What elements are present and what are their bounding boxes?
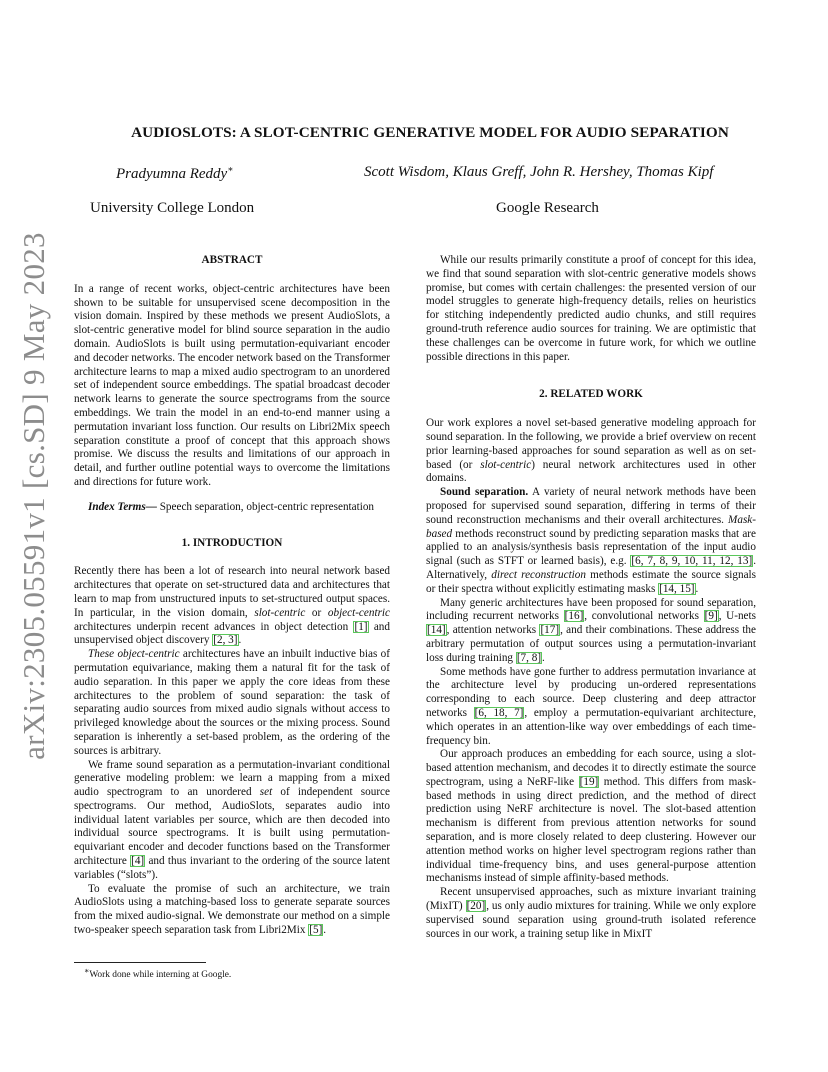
affiliation-1: University College London <box>90 200 255 216</box>
italic-term: These object-centric <box>88 648 180 661</box>
citation-link[interactable]: [20] <box>466 900 486 913</box>
italic-term: set <box>259 786 273 799</box>
related-paragraph-4 <box>426 666 756 749</box>
text-run: architectures underpin recent advances in object detection <box>74 620 354 633</box>
index-terms-text: Speech separation, object-centric representation <box>156 500 375 513</box>
citation-link[interactable]: [5] <box>309 924 323 937</box>
introduction-heading: 1. INTRODUCTION <box>181 536 283 549</box>
italic-term: slot-centric <box>254 606 306 619</box>
citation-link[interactable]: [6, 7, 8, 9, 10, 11, 12, 13] <box>631 555 753 568</box>
citation-link[interactable]: [4] <box>131 855 145 868</box>
text-run: , convolutional networks <box>584 610 704 623</box>
author-footnote-mark: ∗ <box>227 164 234 174</box>
text-run: , attention networks <box>446 624 540 637</box>
text-run: We frame sound separation as a permutation-invariant conditional generative modeling problem: we learn a mapping from a mixed audio spectrogram to an unordered <box>74 758 390 799</box>
text-run: Many generic architectures have been proposed for sound separation, including recurrent networks <box>426 596 756 623</box>
text-run: Some methods have gone further to address permutation invariance at the architecture level by producing un-ordered representations corresponding to each source. Deep clustering and deep attractor networks <box>426 665 756 719</box>
related-paragraph-1 <box>426 417 756 486</box>
text-run: A variety of neural network methods have been proposed for supervised sound separation, differing in terms of their sound reconstruction mechanisms and their overall architectures. <box>426 486 757 526</box>
text-run: , and their combinations. These address the arbitrary permutation of output sources using a permutation-invariant loss during training <box>426 624 756 664</box>
run-in-heading: Sound separation. <box>440 486 529 499</box>
text-run: methods estimate the source signals or their spectra without explicitly estimating masks <box>426 568 757 595</box>
citation-link[interactable]: [19] <box>579 775 599 788</box>
text-run: . <box>542 651 545 664</box>
abstract-text: In a range of recent works, object-centric architectures have been shown to be suitable for unsupervised scene decomposition in the vision domain. Inspired by these methods we present AudioSlots, a slot-centric generative model for blind source separation in the audio domain. AudioSlots is built using permutation-equivariant encoder and decoder networks. The encoder network based on the Transformer architecture learns to map a mixed audio spectrogram to an unordered set of independent source embeddings. The spatial broadcast decoder network learns to generate the source spectrograms from the source embeddings. We train the model in an end-to-end manner using a permutation invariant loss function. Our results on Libri2Mix speech separation constitute a proof of concept that this approach shows promise. We discuss the results and limitations of our approach in detail, and further outline potential ways to overcome the limitations and directions for future work. <box>74 282 390 488</box>
citation-link[interactable]: [7, 8] <box>516 651 542 664</box>
related-work-heading: 2. RELATED WORK <box>539 388 643 401</box>
text-run: . <box>695 582 699 595</box>
related-paragraph-6 <box>426 886 756 941</box>
text-run: of independent source spectrograms. Our method, AudioSlots, separates audio into individual latent variables per source, which are then decoded into individual source spectrograms. It is built using permutation-equivariant encoder and decoder functions based on the Transformer architecture <box>74 786 390 868</box>
text-run: methods reconstruct sound by predicting separation masks that are applied to an analysis/synthesis basis representation of the input audio signal (such as STFT or learned basis), e.g. <box>426 527 756 568</box>
text-run: , us only audio mixtures for training. While we only explore supervised sound separation using ground-truth isolated reference sources in our work, a training setup like in MixIT <box>426 900 756 940</box>
text-run: ) neural network architectures used in other domains. <box>426 458 756 485</box>
author-name-1 <box>116 164 233 183</box>
text-run: or <box>305 606 328 619</box>
intro-paragraph-3 <box>74 759 390 883</box>
text-run: Recently there has been a lot of research into neural network based architectures that operate on set-structured data and architectures that learn to map from unstructured inputs to set-structured output spaces. In particular, in the vision domain, <box>74 565 390 619</box>
citation-link[interactable]: [6, 18, 7] <box>474 706 524 719</box>
text-run: , employ a permutation-equivariant architecture, which operates in an attention-like way over embeddings of each time-frequency bin. <box>426 706 757 747</box>
text-run: architectures have an inbuilt inductive bias of permutation equivariance, making them a natural fit for the task of audio separation. In this paper we apply the core ideas from these architectures to the problem of sound separation: the task of separating audio sources from mixed audio signals without access to privileged knowledge about the sources or the mixing process. Sound separation is inherently a set-based problem, as the ordering of the sources is arbitrary. <box>74 648 390 757</box>
intro-paragraph-2 <box>74 648 390 758</box>
arxiv-identifier-stamp <box>6 232 62 760</box>
italic-term: direct reconstruction <box>491 568 586 581</box>
citation-link[interactable]: [9] <box>704 610 718 623</box>
author-1-text: Pradyumna Reddy <box>116 166 228 182</box>
italic-term: Mask-based <box>426 513 756 540</box>
intro-paragraph-1 <box>74 565 390 648</box>
paper-title: AUDIOSLOTS: A SLOT-CENTRIC GENERATIVE MODEL FOR AUDIO SEPARATION <box>131 124 729 141</box>
arxiv-identifier-text: arXiv:2305.05591v1 [cs.SD] 9 May 2023 <box>16 232 51 760</box>
citation-link[interactable]: [16] <box>564 610 584 623</box>
citation-link[interactable]: [14] <box>427 624 446 637</box>
intro-paragraph-4 <box>74 883 390 938</box>
text-run: and unsupervised object discovery <box>74 620 390 647</box>
right-column <box>426 254 756 941</box>
text-run: Recent unsupervised approaches, such as mixture invariant training (MixIT) <box>426 886 756 913</box>
text-run: Our work explores a novel set-based generative modeling approach for sound separation. In the following, we provide a brief overview on recent prior learning-based approaches for sound separation as well as on set-based (or <box>426 417 756 471</box>
footnote <box>84 966 231 980</box>
related-paragraph-3 <box>426 597 756 666</box>
citation-link[interactable]: [1] <box>354 620 368 633</box>
index-terms-label: Index Terms— <box>88 500 157 513</box>
text-run: , U-nets <box>718 610 756 623</box>
citation-link[interactable]: [14, 15] <box>659 582 695 595</box>
citation-link[interactable]: [2, 3] <box>213 634 238 647</box>
citation-link[interactable]: [17] <box>540 624 560 637</box>
italic-term: slot-centric <box>480 458 532 471</box>
affiliation-2: Google Research <box>496 200 599 216</box>
text-run: and thus invariant to the ordering of the source latent variables (“slots”). <box>74 855 390 881</box>
footnote-divider <box>74 962 206 963</box>
italic-term: object-centric <box>327 606 390 619</box>
text-run: method. This differs from mask-based methods in using direct prediction, and the method of direct prediction using NeRF architecture is novel. The slot-based attention mechanism is different from previous attention networks for sound separation, and is more closely related to deep clustering. However our attention method works on higher level spectrogram regions rather than individual time-frequency bins, and uses general-purpose attention mechanisms instead of simple affinity-based methods. <box>426 775 757 885</box>
abstract-heading: ABSTRACT <box>201 254 263 266</box>
intro-continuation-paragraph: While our results primarily constitute a proof of concept for this idea, we find that sound separation with slot-centric generative models shows promise, but comes with certain challenges: the presented version of our model struggles to generate high-frequency details, relies on heuristics for stitching independently predicted audio chunks, and still requires ground-truth reference audio sources for training. We are optimistic that these challenges can be overcome in future work, for which we outline possible directions in this paper. <box>426 254 756 363</box>
left-column <box>74 254 390 938</box>
text-run: Our approach produces an embedding for each source, using a slot-based attention mechanism, and decodes it to directly estimate the source spectrogram, using a NeRF-like <box>426 748 756 788</box>
text-run: . <box>238 634 242 647</box>
index-terms <box>74 501 390 515</box>
related-paragraph-5 <box>426 748 756 886</box>
footnote-mark: ∗ <box>84 966 90 975</box>
footnote-text: Work done while interning at Google. <box>89 970 232 981</box>
text-run: . Alternatively, <box>426 555 756 581</box>
text-run: To evaluate the promise of such an architecture, we train AudioSlots using a matching-based loss to generate separate sources from the mixed audio-signal. We demonstrate our method on a simple two-speaker speech separation task from Libri2Mix <box>74 882 390 937</box>
text-run: . <box>323 924 327 937</box>
related-paragraph-2 <box>426 486 756 596</box>
author-names-2: Scott Wisdom, Klaus Greff, John R. Hershey, Thomas Kipf <box>364 164 714 180</box>
